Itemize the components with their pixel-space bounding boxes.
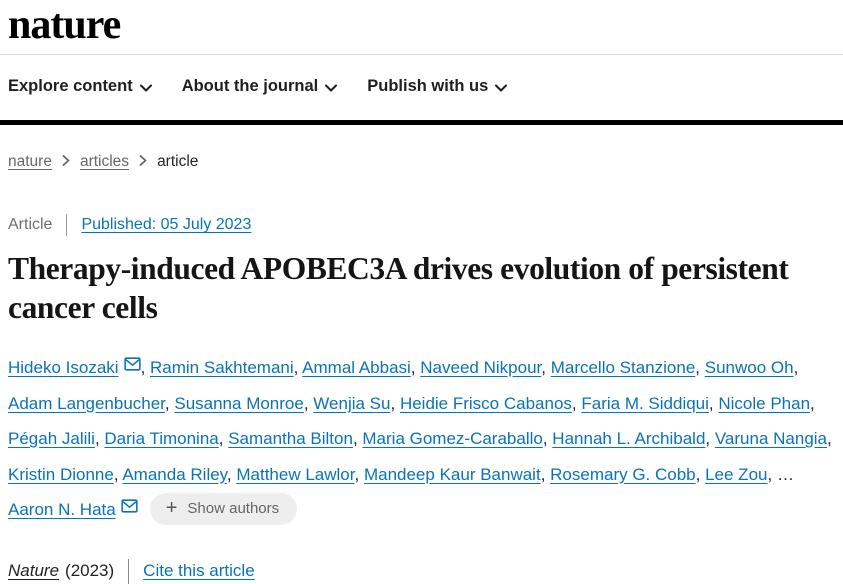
author-separator: , (695, 358, 705, 377)
author-separator: , (113, 464, 123, 484)
author-link[interactable]: Nicole Phan (718, 393, 811, 413)
author-separator: , (354, 464, 364, 484)
author-separator: , (410, 358, 421, 377)
email-icon[interactable] (121, 499, 138, 513)
author-link[interactable]: Kristin Dionne (8, 464, 114, 484)
author-link[interactable]: Lee Zou (705, 464, 768, 484)
author-link[interactable]: Mandeep Kaur Banwait (363, 464, 541, 484)
author-link[interactable]: Rosemary G. Cobb (550, 464, 696, 484)
author-separator: , (705, 429, 715, 448)
chevron-down-icon (140, 78, 152, 97)
breadcrumb-article: article (157, 152, 199, 170)
author-separator: , (708, 393, 719, 413)
email-icon-wrap[interactable] (121, 500, 138, 519)
article-type-label: Article (8, 216, 53, 233)
nav-about-the-journal[interactable] (182, 76, 338, 97)
author-separator: , (293, 358, 303, 377)
header (0, 0, 843, 54)
chevron-right-icon (62, 153, 70, 171)
author-separator: , (540, 464, 551, 484)
author-link[interactable]: Amanda Riley (122, 464, 227, 484)
author-link[interactable]: Ammal Abbasi (302, 358, 411, 377)
author-link[interactable]: Hannah L. Archibald (552, 429, 706, 448)
author-link[interactable]: Naveed Nikpour (420, 358, 542, 377)
author-separator: , (541, 358, 551, 377)
author-link[interactable]: Pégah Jalili (8, 429, 95, 448)
author-link[interactable]: Varuna Nangia (714, 429, 828, 448)
author-separator: , (827, 429, 832, 448)
author-separator: , (793, 358, 799, 377)
author-link[interactable]: Samantha Bilton (228, 429, 353, 448)
author-separator: , (390, 393, 400, 413)
author-link[interactable]: Matthew Lawlor (236, 464, 355, 484)
chevron-down-icon (325, 78, 337, 97)
email-icon[interactable] (124, 357, 141, 371)
author-separator: , (571, 393, 582, 413)
article-meta (8, 214, 835, 236)
author-separator: , (695, 464, 706, 484)
breadcrumb (8, 152, 835, 171)
author-link[interactable]: Daria Timonina (104, 429, 219, 448)
author-separator: , (218, 429, 229, 448)
journal-link[interactable]: Nature (8, 561, 60, 580)
author-paragraph (8, 350, 835, 528)
show-authors-label: Show authors (187, 499, 280, 517)
author-separator: , (94, 429, 105, 448)
author-ellipsis: … (776, 464, 794, 484)
author-link[interactable]: Heidie Frisco Cabanos (399, 393, 572, 413)
meta-divider (66, 214, 67, 236)
citation-divider (128, 559, 129, 584)
breadcrumb-articles[interactable]: articles (79, 152, 130, 170)
published-date-link[interactable]: Published: 05 July 2023 (81, 216, 252, 233)
nav-item-label: Publish with us (367, 77, 489, 95)
nav-publish-with-us[interactable] (367, 76, 507, 97)
author-separator: , (140, 358, 151, 377)
nav-bottom-rule (0, 120, 843, 125)
nav-item-label: About the journal (181, 77, 319, 95)
author-separator: , (352, 429, 363, 448)
author-link[interactable]: Sunwoo Oh (704, 358, 794, 377)
show-authors-button[interactable] (150, 493, 297, 525)
breadcrumb-nature[interactable]: nature (8, 152, 52, 170)
chevron-right-icon (139, 153, 147, 171)
nav-item-label: Explore content (8, 77, 133, 95)
nav-explore-content[interactable] (8, 76, 152, 97)
cite-this-article-link[interactable]: Cite this article (143, 561, 255, 580)
author-separator: , (303, 393, 314, 413)
author-separator: , (226, 464, 237, 484)
author-link[interactable]: Ramin Sakhtemani (150, 358, 294, 377)
author-link[interactable]: Maria Gomez-Caraballo (362, 429, 543, 448)
author-link[interactable]: Wenjia Su (313, 393, 391, 413)
author-separator: , (810, 393, 815, 413)
author-link[interactable]: Marcello Stanzione (550, 358, 696, 377)
author-separator: , (767, 464, 777, 484)
chevron-down-icon (495, 78, 507, 97)
journal-nav (0, 55, 843, 120)
author-link[interactable]: Aaron N. Hata (8, 500, 116, 519)
author-separator: , (542, 429, 553, 448)
nature-logo[interactable]: nature (8, 2, 121, 48)
author-separator: , (164, 393, 175, 413)
author-link[interactable]: Adam Langenbucher (8, 393, 165, 413)
citation-row (8, 559, 835, 584)
author-link[interactable]: Faria M. Siddiqui (581, 393, 709, 413)
citation-year: (2023) (65, 561, 115, 580)
plus-icon: + (165, 497, 178, 520)
article-title: Therapy-induced APOBEC3A drives evolution of persistent cancer cells (8, 251, 789, 325)
author-list (8, 358, 832, 519)
author-link[interactable]: Hideko Isozaki (8, 358, 119, 377)
email-icon-wrap[interactable] (124, 358, 141, 377)
author-link[interactable]: Susanna Monroe (174, 393, 304, 413)
